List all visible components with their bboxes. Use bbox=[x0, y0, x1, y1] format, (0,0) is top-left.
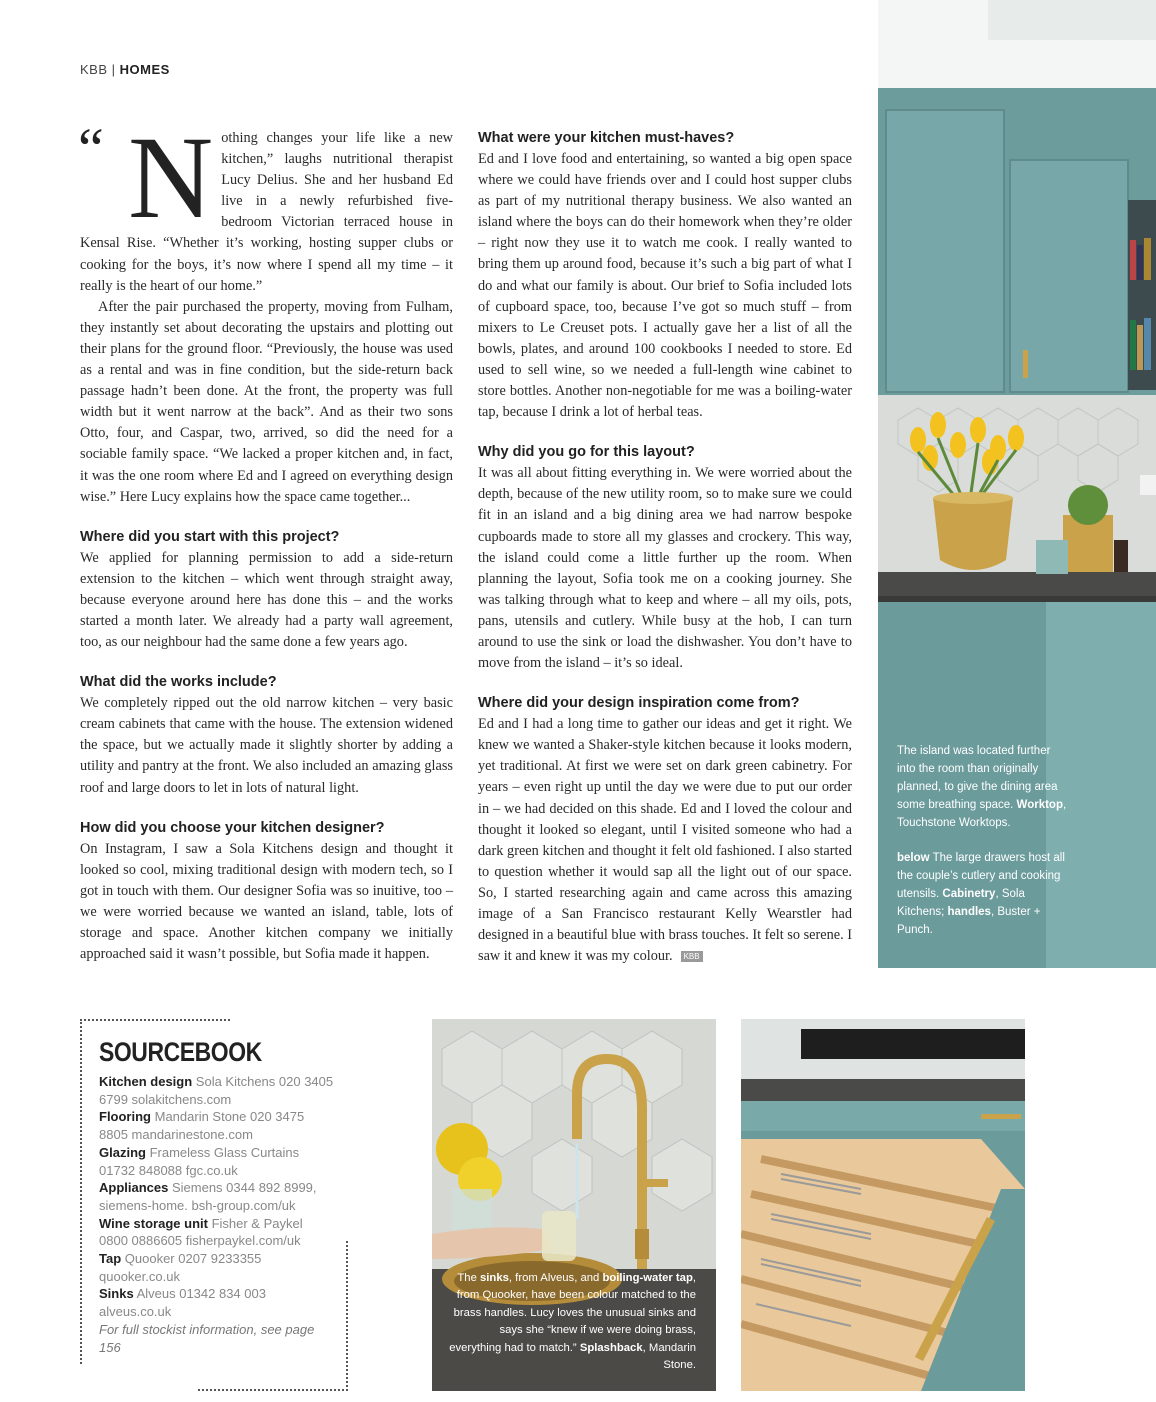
caption-text: The bbox=[457, 1272, 481, 1284]
sourcebook-title: SOURCEBOOK bbox=[99, 1037, 262, 1067]
sourcebook-item-value: Fisher & Paykel 0800 0886605 fisherpaykel.com/uk bbox=[99, 1215, 303, 1249]
cutlery-drawer-photo bbox=[741, 1019, 1025, 1391]
question-heading: Why did you go for this layout? bbox=[478, 444, 695, 461]
dotted-border-top bbox=[80, 1019, 230, 1021]
magazine-brand: KBB bbox=[80, 62, 108, 77]
caption-text: The large drawers host all the couple’s cutlery and cooking utensils. bbox=[897, 852, 1065, 900]
sourcebook-item-value: Quooker 0207 9233355 quooker.co.uk bbox=[99, 1251, 262, 1284]
caption-credit-label: boiling-water tap bbox=[602, 1272, 693, 1284]
main-photo-caption bbox=[897, 742, 1067, 956]
sourcebook-item bbox=[99, 1215, 335, 1250]
sourcebook-item-value: Frameless Glass Curtains 01732 848088 fgc.co.uk bbox=[99, 1144, 300, 1178]
sourcebook-item bbox=[99, 1073, 335, 1108]
section-label: HOMES bbox=[119, 62, 170, 77]
caption-credit-label: sinks bbox=[480, 1272, 509, 1284]
header-separator: | bbox=[107, 62, 120, 77]
sourcebook-item-value: Sola Kitchens 020 3405 6799 solakitchens.com bbox=[99, 1074, 334, 1107]
sourcebook-item-label: Wine storage unit bbox=[99, 1215, 208, 1231]
sourcebook-item bbox=[99, 1144, 335, 1179]
answer-paragraph: We completely ripped out the old narrow kitchen – very basic cream cabinets that came with the house. The extension widened the space, but we actually made it slightly shorter by adding a utility and pantry at the front. We also included an amazing glass roof and large doors to let in lots of natural light. bbox=[80, 695, 453, 796]
caption-direction-label: below bbox=[897, 852, 930, 864]
question-heading: Where did you start with this project? bbox=[80, 528, 340, 545]
dotted-border-right bbox=[346, 1241, 348, 1391]
sourcebook-item-label: Flooring bbox=[99, 1109, 151, 1125]
caption-credit-label: Splashback bbox=[579, 1341, 643, 1354]
sourcebook-item-label: Tap bbox=[99, 1251, 122, 1267]
caption-text: , Touchstone Worktops. bbox=[897, 799, 1067, 829]
sourcebook-item-label: Glazing bbox=[99, 1144, 146, 1160]
answer-paragraph: We applied for planning permission to add a side-return extension to the kitchen – which went through straight away, because everyone around here has done this – and the works started a month later. We already had a party wall agreement, too, as our neighbour had the same done a few years ago. bbox=[80, 549, 453, 651]
sourcebook-item-value: Alveus 01342 834 003 alveus.co.uk bbox=[99, 1286, 266, 1320]
page-header bbox=[80, 62, 170, 77]
dotted-border-left bbox=[80, 1019, 82, 1364]
caption-text: , Mandarin Stone. bbox=[642, 1341, 696, 1372]
drop-cap: N bbox=[128, 112, 214, 243]
dotted-border-bottom bbox=[198, 1389, 348, 1391]
sourcebook-note: For full stockist information, see page 156 bbox=[99, 1321, 315, 1355]
caption-text: The island was located further into the room than originally planned, to give the dining area some breathing space. bbox=[897, 745, 1058, 811]
caption-paragraph bbox=[897, 742, 1067, 832]
end-mark-badge: KBB bbox=[681, 951, 703, 962]
caption-credit-label: handles bbox=[947, 906, 991, 918]
sourcebook-item-label: Kitchen design bbox=[99, 1074, 193, 1089]
sourcebook-item-value: Mandarin Stone 020 3475 8805 mandarinestone.com bbox=[99, 1109, 305, 1143]
sourcebook-box bbox=[80, 1019, 348, 1391]
question-heading: Where did your design inspiration come from? bbox=[478, 695, 800, 712]
sourcebook-item bbox=[99, 1250, 335, 1285]
intro-paragraph-1: othing changes your life like a new kitchen,” laughs nutritional therapist Lucy Delius. She and her husband Ed live in a newly refurbished five-bedroom Victorian terraced house in Kensal Rise. “Whether it’s working, hosting supper clubs or cooking for the boys, it’s now where I spend all my time – it really is the heart of our home.” bbox=[80, 130, 453, 294]
answer-paragraph bbox=[478, 714, 852, 967]
caption-credit-label: Cabinetry bbox=[942, 888, 996, 900]
question-heading: How did you choose your kitchen designer? bbox=[80, 819, 385, 836]
sourcebook-item-label: Appliances bbox=[99, 1180, 169, 1196]
caption-text: , from Quooker, have been colour matched to the brass handles. Lucy loves the unusual sinks and says she “knew if we were doing brass, everything had to match.” bbox=[449, 1272, 696, 1354]
sourcebook-item bbox=[99, 1179, 335, 1214]
answer-text: Ed and I had a long time to gather our ideas and get it right. We knew we wanted a Shaker-style kitchen because it looks modern, yet traditional. At first we were set on dark green cabinetry. For years – even right up until the day we were due to put our order in – we had decided on this shade. Ed and I loved the colour and thought it looked so elegant, until I visited someone who had a dark green kitchen and thought it felt old fashioned. I also started to question whether it would sap all the light out of our space. So, I started researching again and came across this amazing image of a San Francisco restaurant Kelly Wearstler had designed in a beautiful blue with brass touches. It felt so serene. I saw it and knew it was my colour. bbox=[478, 716, 852, 965]
sourcebook-item bbox=[99, 1285, 335, 1320]
cutlery-drawer-illustration bbox=[741, 1019, 1025, 1391]
answer-paragraph: On Instagram, I saw a Sola Kitchens design and thought it looked so cool, mixing traditional design with modern tech, so I got in touch with them. Our designer Sofia was so inuitive, too – we were worried because we wanted an island, table, lots of storage and space. Another kitchen company we initially approached said it wasn’t possible, but Sofia made it happen. bbox=[80, 840, 453, 963]
caption-text: , Buster + Punch. bbox=[897, 906, 1041, 936]
article-column-middle bbox=[478, 128, 852, 967]
sourcebook-item bbox=[99, 1108, 335, 1143]
caption-credit-label: Worktop bbox=[1016, 799, 1063, 811]
sourcebook-item-value: Siemens 0344 892 8999, siemens-home. bsh-group.com/uk bbox=[99, 1180, 317, 1213]
sourcebook-item-label: Sinks bbox=[99, 1286, 134, 1302]
article-column-left bbox=[78, 112, 453, 965]
question-heading: What were your kitchen must-haves? bbox=[478, 130, 735, 146]
intro-block bbox=[78, 112, 453, 297]
sourcebook-list bbox=[99, 1073, 335, 1356]
caption-text: , Sola Kitchens; bbox=[897, 888, 1025, 918]
opening-quote-mark: “ bbox=[78, 116, 104, 181]
question-heading: What did the works include? bbox=[80, 674, 277, 691]
answer-paragraph: It was all about fitting everything in. We were worried about the depth, because of the new utility room, so to make sure we could fit in an island and a big dining area we had narrow bespoke cupboards made to store all my glasses and crockery. This way, the island could come a little further up the room. When planning the layout, Sofia took me on a cooking journey. She was talking through what to keep and where – all my oils, pots, pans, utensils and cutlery. While busy at the hob, I can turn around to use the sink or load the dishwasher. You don’t have to move from the island – it’s so ideal. bbox=[478, 465, 852, 672]
tap-photo-caption bbox=[446, 1270, 696, 1374]
intro-paragraph-2: After the pair purchased the property, moving from Fulham, they instantly set about decorating the upstairs and plotting out their plans for the ground floor. “Previously, the house was used as a rental and was in fine condition, but the side-return back passage hadn’t been done. At the front, the property was full width but it went narrow at the back”. And as their two sons Otto, four, and Caspar, two, arrived, so did the need for a sociable family space. “We lacked a proper kitchen and, in fact, it was the one room where Ed and I agreed on everything design wise.” Here Lucy explains how the space came together... bbox=[80, 298, 453, 505]
caption-text: , from Alveus, and bbox=[508, 1272, 603, 1284]
answer-paragraph: Ed and I love food and entertaining, so wanted a big open space where we could have friends over and I could host supper clubs as part of my nutritional therapy business. We also wanted an island where the boys can do their homework when they’re older – right now they use it to watch me cook. I really wanted to bring them up around food, because it’s such a big part of what I do and what our family is about. Our brief to Sofia included lots of cupboard space, too, because I’ve got so much stuff – from mixers to Le Creuset pots. I actually gave her a list of all the bowls, plates, and around 100 cookbooks I needed to store. Ed used to sell wine, so we needed a full-length wine cabinet to store bottles. Another non-negotiable for me was a boiling-water tap, because I drink a lot of herbal teas. bbox=[478, 151, 852, 421]
caption-paragraph bbox=[897, 849, 1067, 939]
